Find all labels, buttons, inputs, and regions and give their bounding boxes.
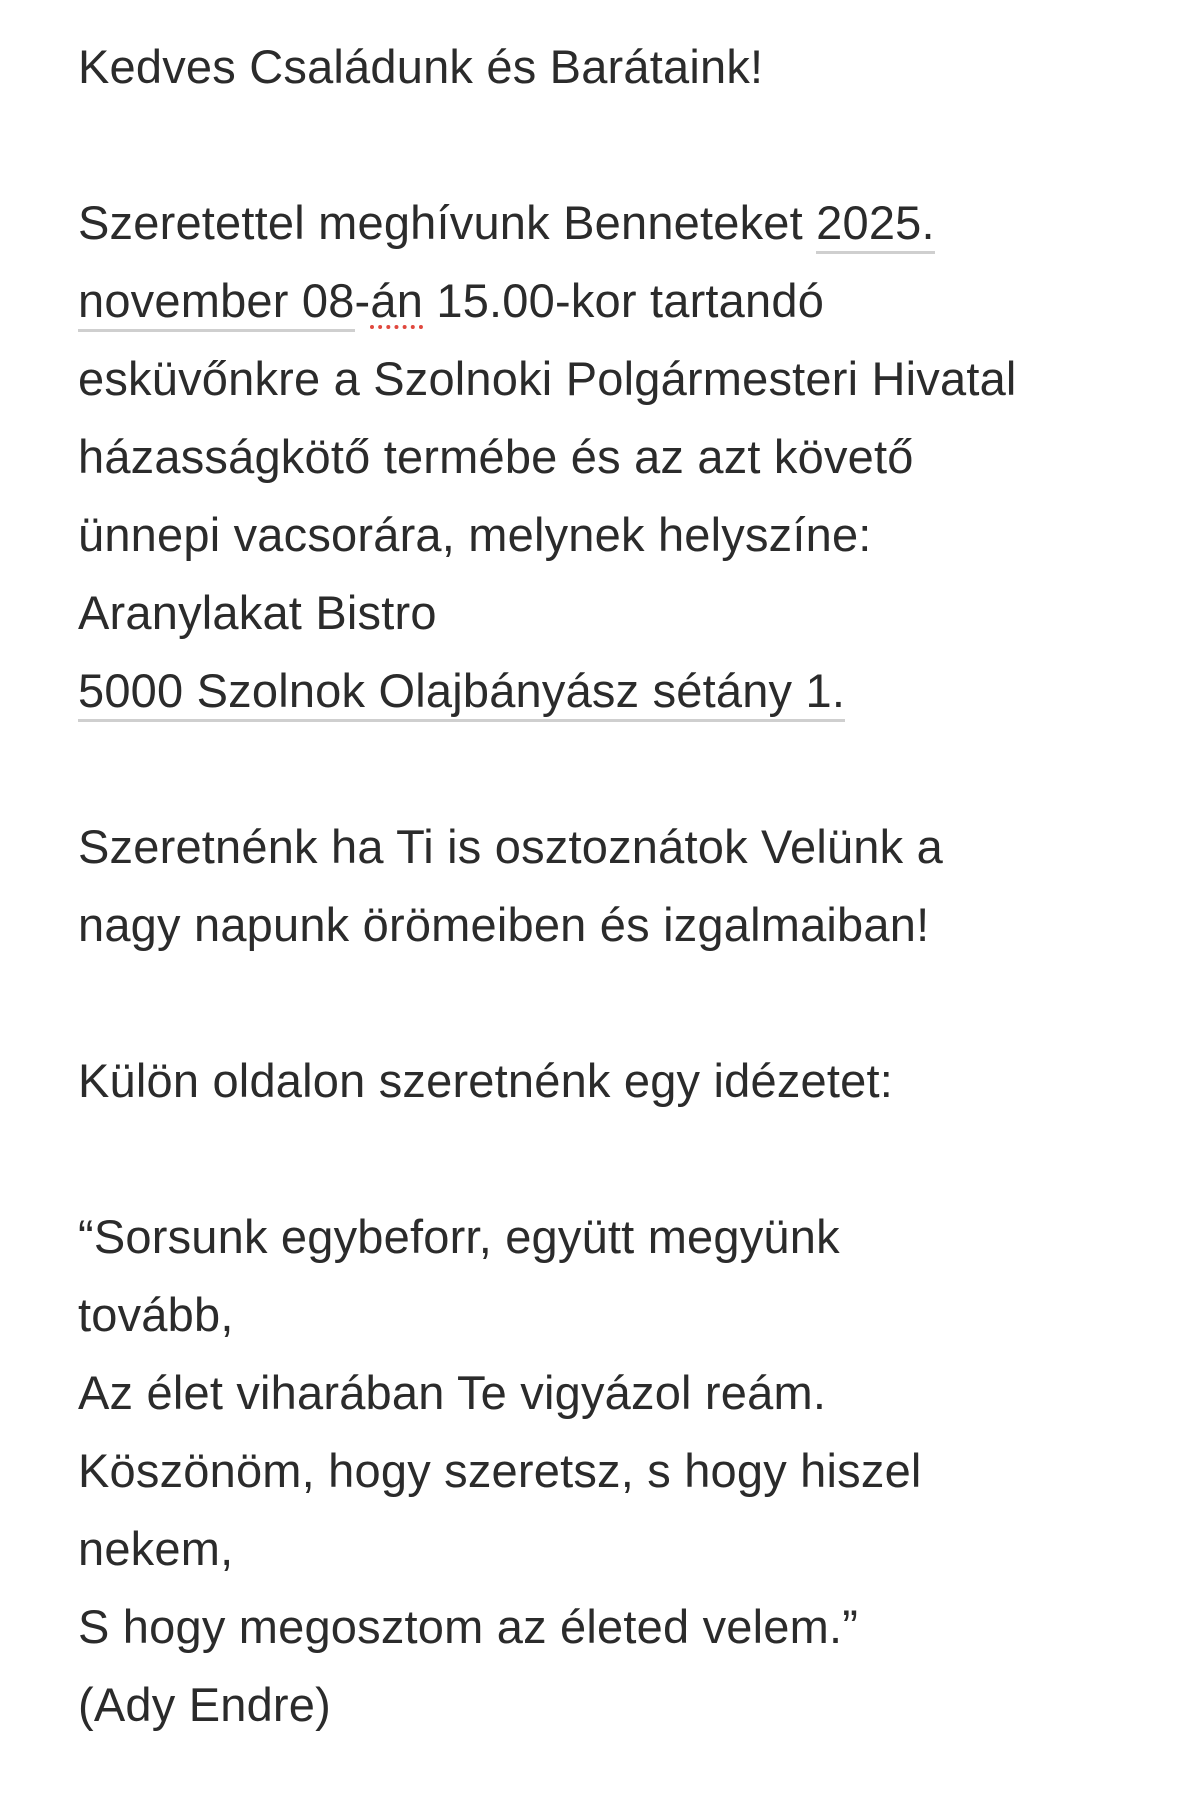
- quote-author: (Ady Endre): [78, 1678, 331, 1731]
- blank-line: [78, 1120, 1138, 1198]
- quote-line-6: S hogy megosztom az életed velem.”: [78, 1600, 859, 1653]
- quote-line-5: nekem,: [78, 1522, 234, 1575]
- time-text: 15.00-kor tartandó: [423, 274, 825, 327]
- blank-line: [78, 730, 1138, 808]
- blank-line: [78, 964, 1138, 1042]
- invite-text: Szeretettel meghívunk Benneteket: [78, 196, 817, 249]
- invite-line-5: ünnepi vacsorára, melynek helyszíne:: [78, 508, 872, 561]
- invite-line-1: [78, 184, 1138, 262]
- greeting-line: Kedves Családunk és Barátaink!: [78, 40, 764, 93]
- quote-line-4: Köszönöm, hogy szeretsz, s hogy hiszel: [78, 1444, 922, 1497]
- address-line: [78, 652, 1138, 730]
- share-line-1: Szeretnénk ha Ti is osztoznátok Velünk a: [78, 820, 943, 873]
- quote-line-3: Az élet viharában Te vigyázol reám.: [78, 1366, 827, 1419]
- misspelled-word[interactable]: án: [370, 274, 424, 327]
- invite-line-4: házasságkötő termébe és az azt követő: [78, 430, 914, 483]
- blank-line: [78, 106, 1138, 184]
- quote-line-2: tovább,: [78, 1288, 234, 1341]
- invite-line-2: [78, 262, 1138, 340]
- address-link[interactable]: 5000 Szolnok Olajbányász sétány 1.: [78, 664, 845, 722]
- date-link[interactable]: 2025.: [816, 196, 935, 254]
- venue-name: Aranylakat Bistro: [78, 586, 437, 639]
- note-body[interactable]: [78, 28, 1138, 1744]
- quote-line-1: “Sorsunk egybeforr, együtt megyünk: [78, 1210, 840, 1263]
- share-line-2: nagy napunk örömeiben és izgalmaiban!: [78, 898, 930, 951]
- dash-text: -: [354, 274, 371, 327]
- quote-intro: Külön oldalon szeretnénk egy idézetet:: [78, 1054, 893, 1107]
- invite-line-3: esküvőnkre a Szolnoki Polgármesteri Hivatal: [78, 352, 1017, 405]
- date-link-continued[interactable]: november 08: [78, 274, 355, 332]
